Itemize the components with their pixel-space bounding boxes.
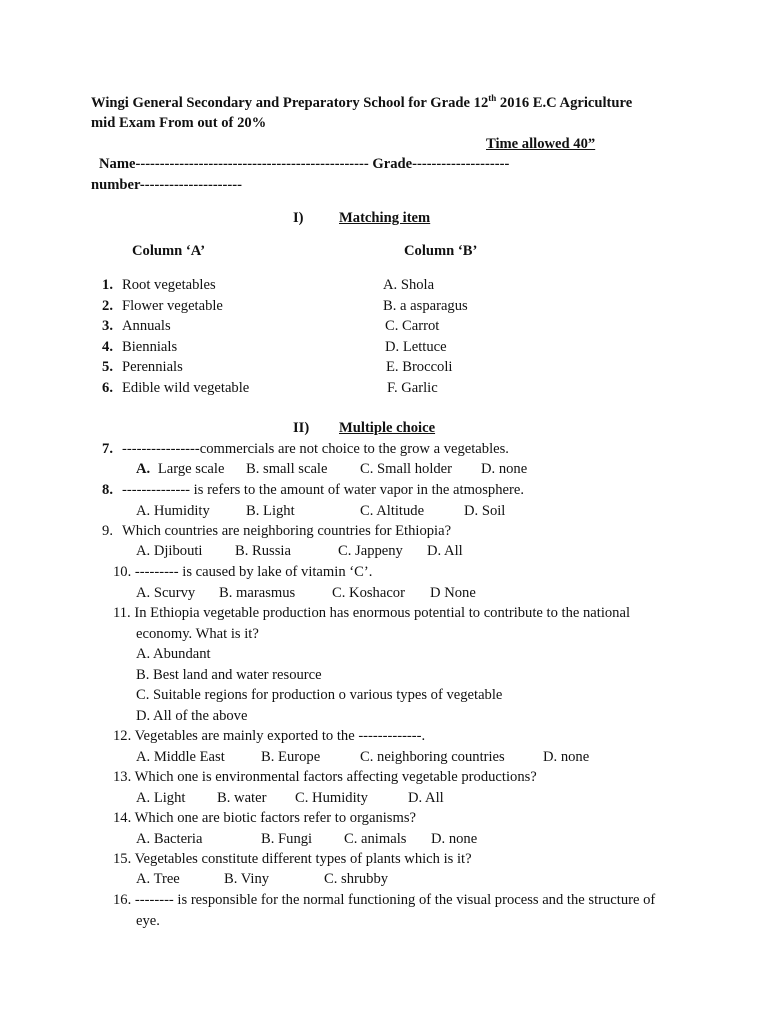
question-10-option-b: B. marasmus <box>219 585 296 601</box>
section2-title: Multiple choice <box>339 420 436 436</box>
question-13-option-b: B. water <box>217 790 267 806</box>
section1-roman: I) <box>293 210 304 226</box>
question-8-option-a: A. Humidity <box>136 503 210 519</box>
match-answer-e: E. Broccoli <box>386 359 453 375</box>
question-12-option-a: A. Middle East <box>136 749 225 765</box>
exam-subtitle: mid Exam From out of 20% <box>91 115 267 131</box>
question-10-option-a: A. Scurvy <box>136 585 196 601</box>
match-item-3: 3. Annuals <box>102 318 171 334</box>
question-9: 9. Which countries are neighboring countries for Ethiopia? <box>102 523 452 539</box>
match-answer-a: A. Shola <box>383 277 435 293</box>
exam-title-sup: th <box>488 93 497 104</box>
question-16: 16. -------- is responsible for the normal functioning of the visual process and the structure of <box>113 892 656 908</box>
question-14-option-b: B. Fungi <box>261 831 313 847</box>
question-12-option-b: B. Europe <box>261 749 321 765</box>
exam-title-part2: 2016 E.C Agriculture <box>496 95 633 111</box>
question-13-option-c: C. Humidity <box>295 790 368 806</box>
exam-title-part1: Wingi General Secondary and Preparatory School for Grade 12 <box>91 95 489 111</box>
number-field: number--------------------- <box>91 177 242 193</box>
question-15-option-a: A. Tree <box>136 871 180 887</box>
question-12-option-d: D. none <box>543 749 590 765</box>
question-10-option-c: C. Koshacor <box>332 585 405 601</box>
match-item-1: 1. Root vegetables <box>102 277 216 293</box>
question-7-option-d: D. none <box>481 461 528 477</box>
match-item-6: 6. Edible wild vegetable <box>102 380 250 396</box>
question-7-option-c: C. Small holder <box>360 461 453 477</box>
question-16-line2: eye. <box>136 913 160 929</box>
match-item-5: 5. Perennials <box>102 359 183 375</box>
match-answer-d: D. Lettuce <box>385 339 447 355</box>
match-answer-c: C. Carrot <box>385 318 440 334</box>
question-13-option-d: D. All <box>408 790 444 806</box>
question-15-option-b: B. Viny <box>224 871 270 887</box>
question-14-option-d: D. none <box>431 831 478 847</box>
question-8: 8. -------------- is refers to the amount of water vapor in the atmosphere. <box>102 482 524 498</box>
question-14-option-c: C. animals <box>344 831 407 847</box>
question-11-option-b: B. Best land and water resource <box>136 667 322 683</box>
question-12: 12. Vegetables are mainly exported to the -------------. <box>113 728 426 744</box>
question-8-option-b: B. Light <box>246 503 295 519</box>
section2-roman: II) <box>293 420 310 436</box>
question-7-option-b: B. small scale <box>246 461 328 477</box>
column-a-header: Column ‘A’ <box>132 243 206 259</box>
name-grade-field: Name------------------------------------------------ Grade-------------------- <box>99 156 510 172</box>
question-11-option-d: D. All of the above <box>136 708 248 724</box>
match-answer-f: F. Garlic <box>387 380 438 396</box>
question-9-option-d: D. All <box>427 543 463 559</box>
time-allowed: Time allowed 40” <box>486 136 596 152</box>
question-15: 15. Vegetables constitute different types of plants which is it? <box>113 851 472 867</box>
question-7: 7. ----------------commercials are not choice to the grow a vegetables. <box>102 441 509 457</box>
question-11: 11. In Ethiopia vegetable production has enormous potential to contribute to the national <box>113 605 631 621</box>
question-10-option-d: D None <box>430 585 476 601</box>
question-13-option-a: A. Light <box>136 790 186 806</box>
question-14: 14. Which one are biotic factors refer to organisms? <box>113 810 416 826</box>
exam-title <box>91 94 632 112</box>
question-12-option-c: C. neighboring countries <box>360 749 505 765</box>
question-8-option-d: D. Soil <box>464 503 506 519</box>
question-9-option-b: B. Russia <box>235 543 291 559</box>
question-9-option-c: C. Jappeny <box>338 543 403 559</box>
question-15-option-c: C. shrubby <box>324 871 389 887</box>
section1-title: Matching item <box>339 210 431 226</box>
question-7-options: A. Large scale <box>136 461 225 477</box>
match-answer-b: B. a asparagus <box>383 298 468 314</box>
match-item-4: 4. Biennials <box>102 339 178 355</box>
question-9-option-a: A. Djibouti <box>136 543 203 559</box>
question-11-option-c: C. Suitable regions for production o various types of vegetable <box>136 687 503 703</box>
question-14-option-a: A. Bacteria <box>136 831 203 847</box>
question-11-option-a: A. Abundant <box>136 646 211 662</box>
match-item-2: 2. Flower vegetable <box>102 298 223 314</box>
question-13: 13. Which one is environmental factors affecting vegetable productions? <box>113 769 537 785</box>
column-b-header: Column ‘B’ <box>404 243 478 259</box>
question-11-line2: economy. What is it? <box>136 626 259 642</box>
question-10: 10. --------- is caused by lake of vitamin ‘C’. <box>113 564 373 580</box>
question-8-option-c: C. Altitude <box>360 503 425 519</box>
